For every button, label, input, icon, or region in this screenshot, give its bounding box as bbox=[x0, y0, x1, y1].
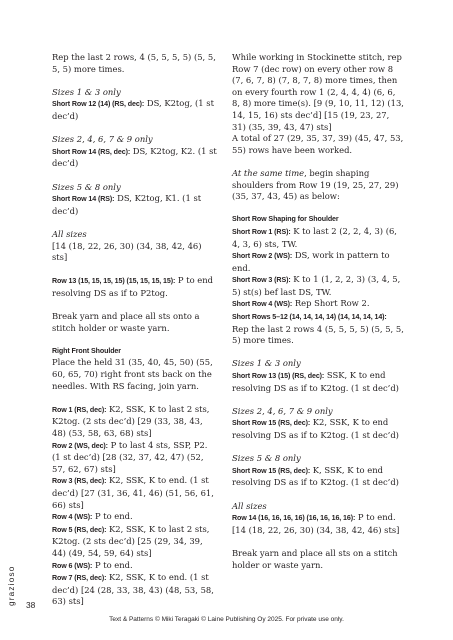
instruction bbox=[52, 275, 218, 299]
paragraph: A total of 27 (29, 35, 37, 39) (45, 47, 53, 55) rows have been worked. bbox=[232, 133, 404, 155]
instruction bbox=[52, 146, 218, 170]
row-text: P to end. [14 (18, 22, 26, 30) (34, 38, 42, 46) sts] bbox=[232, 512, 400, 535]
paragraph: Break yarn and place all sts onto a stitch holder or waste yarn. bbox=[52, 311, 200, 333]
instruction bbox=[232, 512, 405, 536]
row-text: K to last 2 (2, 2, 4, 3) (6, 4, 3, 6) sts, TW. bbox=[232, 225, 397, 249]
instruction bbox=[232, 370, 405, 394]
row-label: Short Row 2 (WS): bbox=[232, 252, 293, 261]
instruction bbox=[232, 465, 405, 489]
row-text: DS, K2tog, K1. (1 st dec’d) bbox=[52, 193, 202, 216]
right-column bbox=[232, 52, 405, 571]
instruction bbox=[232, 298, 405, 311]
size-heading: Sizes 5 & 8 only bbox=[232, 453, 301, 464]
instruction bbox=[52, 98, 218, 122]
row-text: Rep Short Row 2. bbox=[292, 298, 370, 309]
row-label: Row 14 (16, 16, 16, 16) (16, 16, 16, 16): bbox=[232, 514, 356, 523]
row-label: Row 3 (RS, dec): bbox=[52, 477, 107, 486]
section-heading: Short Row Shaping for Shoulder bbox=[232, 215, 339, 224]
row-label: Short Row 12 (14) (RS, dec): bbox=[52, 100, 145, 109]
row-label: Short Rows 5–12 (14, 14, 14, 14) (14, 14, 14, 14): bbox=[232, 313, 387, 322]
instruction bbox=[52, 440, 218, 476]
instruction bbox=[52, 475, 218, 511]
row-text: SSK, K to end resolving DS as if to K2tog. (1 st dec’d) bbox=[232, 370, 399, 393]
row-text: P to end. bbox=[92, 511, 133, 522]
section-heading: Right Front Shoulder bbox=[52, 346, 121, 355]
paragraph: While working in Stockinette stitch, rep Row 7 (dec row) on every other row 8 (7, 6, 7, 8) (7, 8, 7, 8) more times, then on every fourth row 1 (2, 4, 4, 4) (6, 6, 8, 8) more time(s). [9 (9, 10, 11, 12) (13, 14, 15, 16) sts dec’d] [15 (19, 23, 27, 31) (35, 39, 43, 47) sts] bbox=[232, 52, 404, 132]
instruction bbox=[232, 226, 405, 250]
row-label: Short Row 3 (RS): bbox=[232, 276, 291, 285]
row-text: DS, K2tog, (1 st dec’d) bbox=[52, 98, 214, 121]
row-label: Short Row 14 (RS): bbox=[52, 195, 115, 204]
size-heading: All sizes bbox=[52, 228, 87, 239]
row-label: Short Row 15 (RS, dec): bbox=[232, 466, 311, 475]
row-text: P to end. bbox=[92, 559, 133, 570]
paragraph: Rep the last 2 rows, 4 (5, 5, 5, 5) (5, 5, 5, 5) more times. bbox=[52, 52, 216, 74]
row-text: K2, SSK, K to last 2 sts, K2tog. (2 sts dec’d) [29 (33, 38, 43, 48) (53, 58, 63, 68) sts] bbox=[52, 403, 210, 438]
row-label: Short Row 15 (RS, dec): bbox=[232, 419, 311, 428]
row-text: K, SSK, K to end resolving DS as if to K2tog. (1 st dec’d) bbox=[232, 464, 399, 488]
size-heading: All sizes bbox=[232, 500, 267, 511]
row-label: Short Row 14 (RS, dec): bbox=[52, 147, 131, 156]
paragraph-text: , begin shaping shoulders from Row 19 (19, 25, 27, 29) (35, 37, 43, 45) as below: bbox=[232, 167, 399, 202]
sidebar-pattern-name: grazioso bbox=[7, 565, 16, 606]
size-heading: Sizes 2, 4, 6, 7 & 9 only bbox=[232, 405, 333, 416]
stitch-count: [14 (18, 22, 26, 30) (34, 38, 42, 46) sts] bbox=[52, 240, 202, 263]
instruction bbox=[52, 404, 218, 440]
footer-copyright: Text & Patterns © Miki Teragaki © Laine Publishing Oy 2025. For private use only. bbox=[109, 616, 344, 623]
row-text: Rep the last 2 rows 4 (5, 5, 5, 5) (5, 5, 5, 5) more times. bbox=[232, 323, 404, 346]
instruction bbox=[232, 417, 405, 441]
instruction bbox=[232, 250, 405, 274]
row-text: DS, K2tog, K2. (1 st dec’d) bbox=[52, 145, 217, 169]
page-number: 38 bbox=[26, 600, 36, 610]
row-text: K to 1 (1, 2, 2, 3) (3, 4, 5, 5) st(s) bef last DS, TW. bbox=[232, 274, 401, 297]
paragraph: Place the held 31 (35, 40, 45, 50) (55, 60, 65, 70) right front sts back on the needles. With RS facing, join yarn. bbox=[52, 357, 213, 391]
instruction bbox=[52, 193, 218, 217]
instruction bbox=[52, 524, 218, 560]
paragraph: Break yarn and place all sts on a stitch holder or waste yarn. bbox=[232, 547, 398, 570]
row-text: K2, SSK, K to last 2 sts, K2tog. (2 sts dec’d) [25 (29, 34, 39, 44) (49, 54, 59, 64) sts] bbox=[52, 523, 210, 558]
instruction bbox=[232, 311, 405, 347]
row-text: P to end resolving DS as if to P2tog. bbox=[52, 275, 214, 298]
row-text: P to last 4 sts, SSP, P2. (1 st dec’d) [28 (32, 37, 42, 47) (52, 57, 62, 67) sts] bbox=[52, 439, 208, 474]
paragraph bbox=[232, 168, 405, 203]
row-label: Row 5 (RS, dec): bbox=[52, 525, 107, 534]
row-label: Row 6 (WS): bbox=[52, 561, 93, 570]
instruction bbox=[52, 560, 218, 573]
row-text: K2, SSK, K to end. (1 st dec’d) [24 (28, 33, 38, 43) (48, 53, 58, 63) sts] bbox=[52, 572, 214, 607]
row-label: Short Row 13 (15) (RS, dec): bbox=[232, 372, 325, 381]
size-heading: Sizes 5 & 8 only bbox=[52, 181, 121, 192]
size-heading: Sizes 2, 4, 6, 7 & 9 only bbox=[52, 134, 153, 145]
row-label: Row 7 (RS, dec): bbox=[52, 574, 107, 583]
size-heading: Sizes 1 & 3 only bbox=[52, 86, 121, 97]
row-text: DS, work in pattern to end. bbox=[232, 250, 390, 273]
instruction bbox=[232, 274, 405, 298]
size-heading: Sizes 1 & 3 only bbox=[232, 358, 301, 369]
row-label: Row 13 (15, 15, 15, 15) (15, 15, 15, 15): bbox=[52, 277, 176, 286]
row-label: Row 1 (RS, dec): bbox=[52, 405, 107, 414]
row-label: Short Row 4 (WS): bbox=[232, 300, 293, 309]
row-label: Short Row 1 (RS): bbox=[232, 227, 291, 236]
row-text: K2, SSK, K to end resolving DS as if to K2tog. (1 st dec’d) bbox=[232, 417, 399, 440]
row-label: Row 2 (WS, dec): bbox=[52, 441, 108, 450]
left-column bbox=[52, 52, 218, 608]
row-text: K2, SSK, K to end. (1 st dec’d) [27 (31, 36, 41, 46) (51, 56, 61, 66) sts] bbox=[52, 475, 214, 510]
instruction bbox=[52, 572, 218, 608]
instruction bbox=[52, 511, 218, 524]
row-label: Row 4 (WS): bbox=[52, 513, 93, 522]
emphasis: At the same time bbox=[232, 167, 305, 178]
